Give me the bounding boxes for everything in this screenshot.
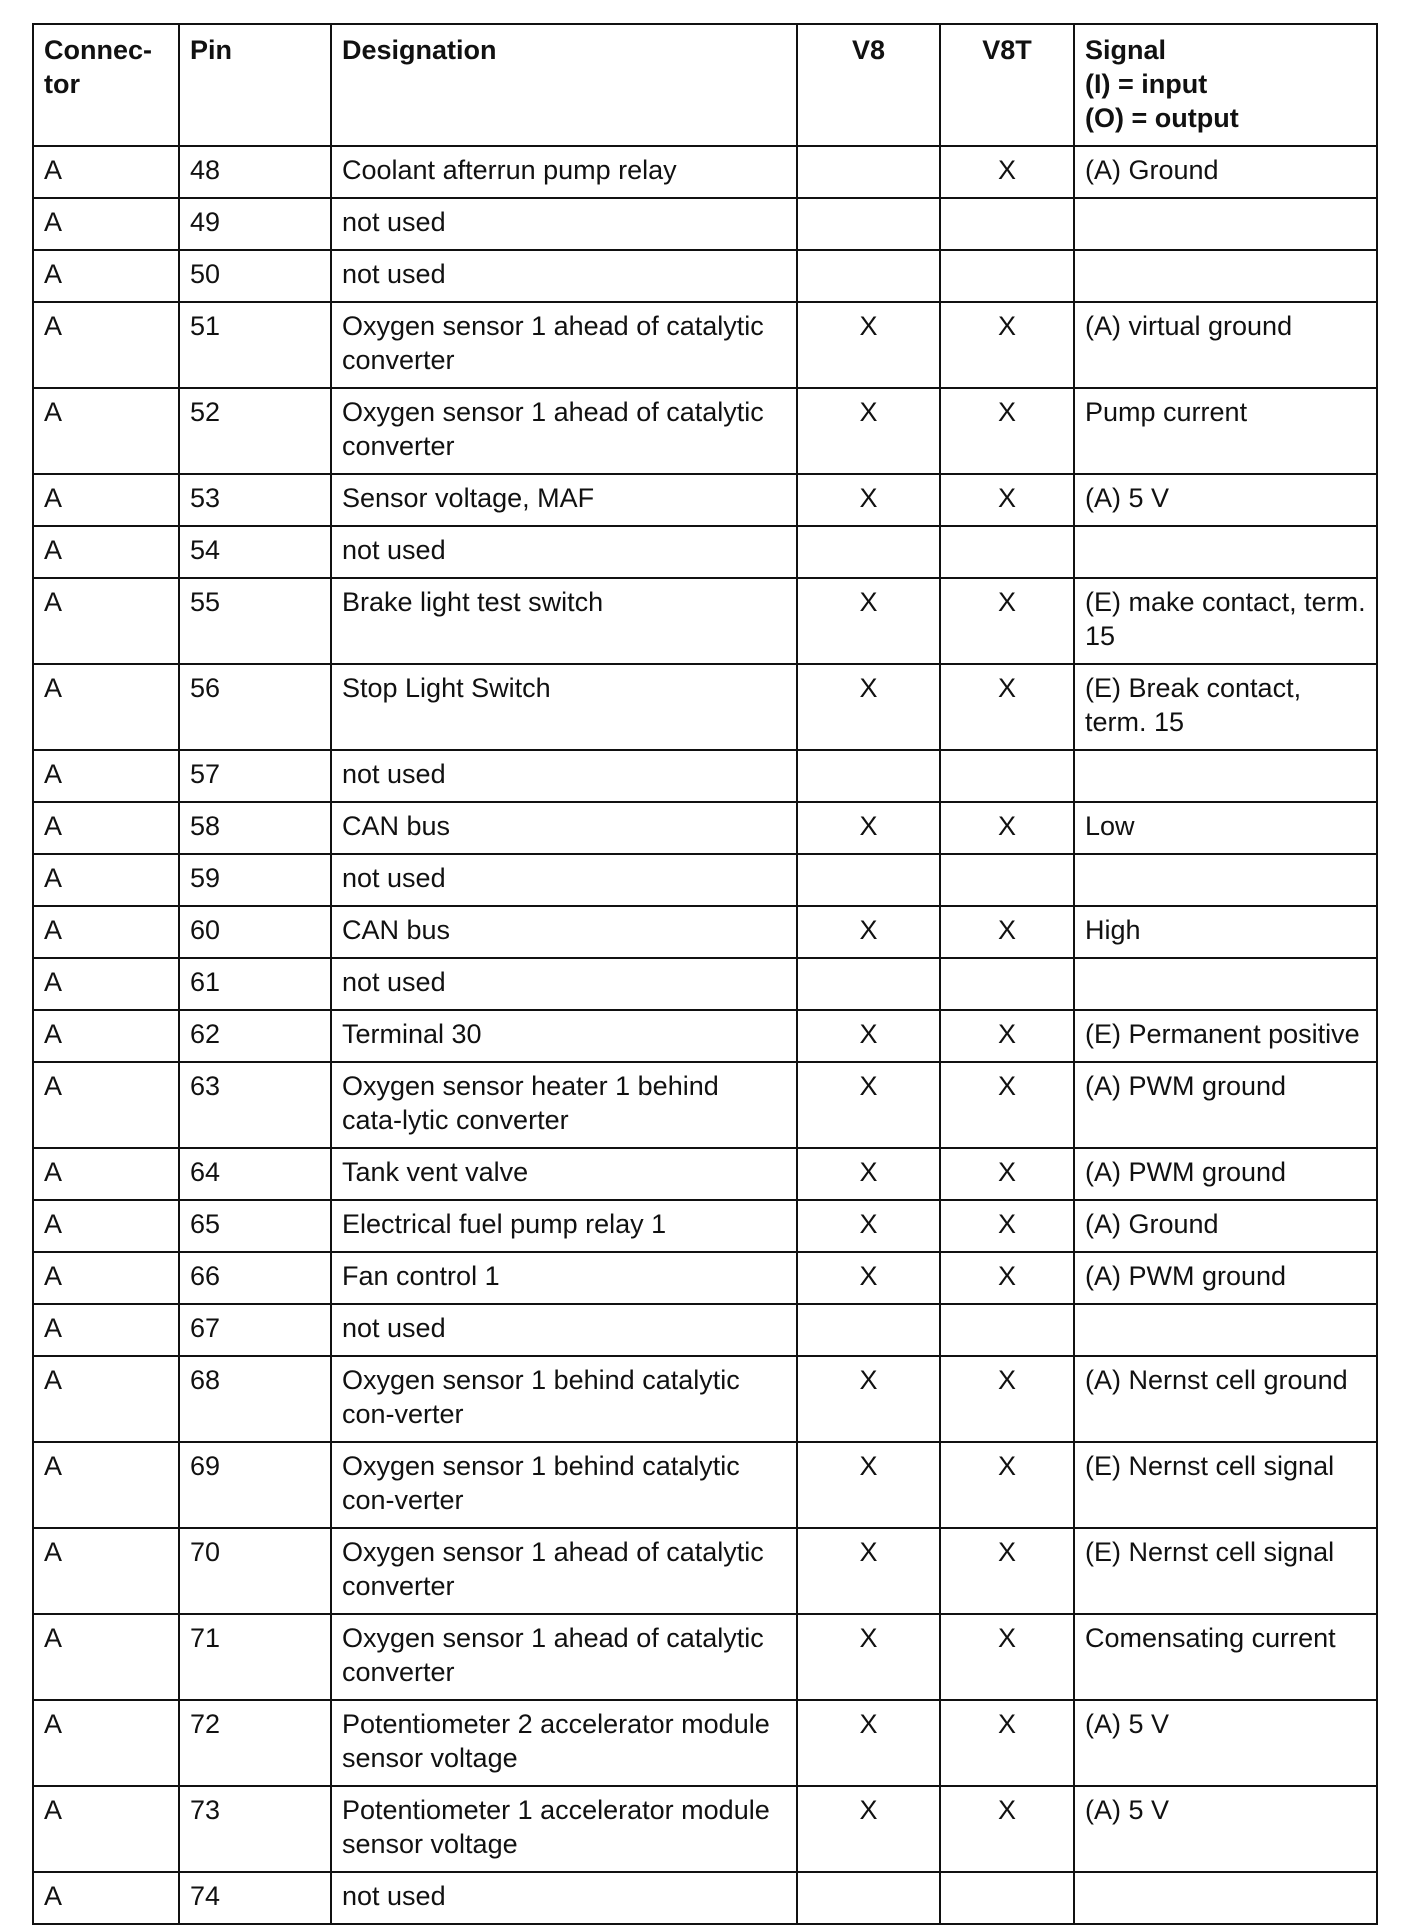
- cell-signal: (A) 5 V: [1074, 1786, 1377, 1872]
- cell-pin: 64: [179, 1148, 331, 1200]
- cell-designation: CAN bus: [331, 906, 797, 958]
- cell-designation: Oxygen sensor 1 ahead of catalytic converter: [331, 1614, 797, 1700]
- cell-signal: (A) 5 V: [1074, 1700, 1377, 1786]
- table-header-row: [33, 24, 1377, 146]
- cell-designation: not used: [331, 958, 797, 1010]
- table-row: [33, 526, 1377, 578]
- cell-v8: X: [797, 1528, 940, 1614]
- table-row: [33, 578, 1377, 664]
- cell-pin: 73: [179, 1786, 331, 1872]
- cell-signal: (A) PWM ground: [1074, 1148, 1377, 1200]
- table-row: [33, 1442, 1377, 1528]
- cell-pin: 70: [179, 1528, 331, 1614]
- cell-designation: not used: [331, 526, 797, 578]
- cell-signal: (A) Nernst cell ground: [1074, 1356, 1377, 1442]
- cell-v8t: X: [940, 1148, 1074, 1200]
- cell-v8: X: [797, 1786, 940, 1872]
- header-designation: Designation: [331, 24, 797, 146]
- cell-pin: 56: [179, 664, 331, 750]
- header-pin: Pin: [179, 24, 331, 146]
- cell-v8: X: [797, 1700, 940, 1786]
- cell-v8: X: [797, 1252, 940, 1304]
- cell-v8t: X: [940, 1010, 1074, 1062]
- cell-v8t: [940, 854, 1074, 906]
- cell-v8: X: [797, 1062, 940, 1148]
- cell-connector: A: [33, 1614, 179, 1700]
- cell-designation: Fan control 1: [331, 1252, 797, 1304]
- table-row: [33, 854, 1377, 906]
- cell-connector: A: [33, 1528, 179, 1614]
- table-row: [33, 1062, 1377, 1148]
- cell-connector: A: [33, 526, 179, 578]
- cell-pin: 62: [179, 1010, 331, 1062]
- table-row: [33, 1786, 1377, 1872]
- cell-pin: 66: [179, 1252, 331, 1304]
- cell-v8: X: [797, 1010, 940, 1062]
- table-row: [33, 1356, 1377, 1442]
- cell-connector: A: [33, 1356, 179, 1442]
- cell-v8t: X: [940, 474, 1074, 526]
- cell-signal: [1074, 198, 1377, 250]
- cell-v8t: X: [940, 1528, 1074, 1614]
- cell-v8t: X: [940, 1062, 1074, 1148]
- table-row: [33, 958, 1377, 1010]
- cell-v8t: X: [940, 664, 1074, 750]
- cell-designation: Potentiometer 1 accelerator module sensor voltage: [331, 1786, 797, 1872]
- cell-connector: A: [33, 302, 179, 388]
- cell-designation: Oxygen sensor 1 ahead of catalytic converter: [331, 1528, 797, 1614]
- cell-pin: 55: [179, 578, 331, 664]
- cell-signal: (A) PWM ground: [1074, 1062, 1377, 1148]
- cell-connector: A: [33, 802, 179, 854]
- cell-v8t: X: [940, 1700, 1074, 1786]
- cell-pin: 59: [179, 854, 331, 906]
- cell-signal: (A) Ground: [1074, 1200, 1377, 1252]
- cell-v8t: X: [940, 302, 1074, 388]
- cell-v8: X: [797, 1614, 940, 1700]
- cell-designation: not used: [331, 750, 797, 802]
- cell-v8t: [940, 526, 1074, 578]
- cell-signal: High: [1074, 906, 1377, 958]
- cell-v8t: [940, 750, 1074, 802]
- cell-signal: [1074, 1304, 1377, 1356]
- cell-designation: not used: [331, 854, 797, 906]
- cell-v8t: [940, 1304, 1074, 1356]
- cell-connector: A: [33, 474, 179, 526]
- cell-v8: X: [797, 1200, 940, 1252]
- cell-signal: (E) make contact, term. 15: [1074, 578, 1377, 664]
- cell-pin: 51: [179, 302, 331, 388]
- cell-v8: [797, 854, 940, 906]
- header-signal-title: Signal: [1085, 35, 1167, 65]
- cell-designation: Potentiometer 2 accelerator module sensor voltage: [331, 1700, 797, 1786]
- cell-signal: (A) virtual ground: [1074, 302, 1377, 388]
- table-row: [33, 1148, 1377, 1200]
- table-row: [33, 1304, 1377, 1356]
- cell-pin: 71: [179, 1614, 331, 1700]
- cell-designation: Oxygen sensor 1 ahead of catalytic converter: [331, 388, 797, 474]
- cell-signal: (E) Nernst cell signal: [1074, 1528, 1377, 1614]
- table-row: [33, 250, 1377, 302]
- cell-connector: A: [33, 1252, 179, 1304]
- header-v8: V8: [797, 24, 940, 146]
- cell-signal: [1074, 854, 1377, 906]
- cell-v8t: X: [940, 802, 1074, 854]
- cell-v8: [797, 146, 940, 198]
- cell-v8: [797, 198, 940, 250]
- header-v8t: V8T: [940, 24, 1074, 146]
- cell-pin: 65: [179, 1200, 331, 1252]
- cell-designation: Oxygen sensor 1 ahead of catalytic converter: [331, 302, 797, 388]
- cell-pin: 50: [179, 250, 331, 302]
- cell-designation: Oxygen sensor heater 1 behind cata-lytic converter: [331, 1062, 797, 1148]
- cell-signal: (E) Permanent positive: [1074, 1010, 1377, 1062]
- header-signal-input-legend: (I) = input: [1085, 69, 1208, 99]
- cell-v8t: X: [940, 1356, 1074, 1442]
- cell-signal: (A) PWM ground: [1074, 1252, 1377, 1304]
- cell-connector: A: [33, 1872, 179, 1924]
- table-body: [33, 146, 1377, 1924]
- pin-assignment-table: [32, 23, 1378, 1925]
- table-row: [33, 664, 1377, 750]
- cell-connector: A: [33, 1148, 179, 1200]
- cell-v8: X: [797, 802, 940, 854]
- cell-designation: Tank vent valve: [331, 1148, 797, 1200]
- cell-connector: A: [33, 1062, 179, 1148]
- cell-connector: A: [33, 198, 179, 250]
- cell-designation: Oxygen sensor 1 behind catalytic con-verter: [331, 1356, 797, 1442]
- cell-v8t: [940, 1872, 1074, 1924]
- table-row: [33, 146, 1377, 198]
- cell-v8: [797, 750, 940, 802]
- cell-connector: A: [33, 146, 179, 198]
- cell-v8: [797, 250, 940, 302]
- cell-connector: A: [33, 1304, 179, 1356]
- cell-v8t: X: [940, 1252, 1074, 1304]
- cell-v8t: [940, 958, 1074, 1010]
- cell-pin: 63: [179, 1062, 331, 1148]
- cell-v8: [797, 526, 940, 578]
- cell-designation: not used: [331, 198, 797, 250]
- cell-connector: A: [33, 1010, 179, 1062]
- table-row: [33, 198, 1377, 250]
- cell-signal: Low: [1074, 802, 1377, 854]
- cell-pin: 67: [179, 1304, 331, 1356]
- cell-v8t: X: [940, 1614, 1074, 1700]
- table-row: [33, 1252, 1377, 1304]
- cell-v8: X: [797, 1148, 940, 1200]
- cell-pin: 48: [179, 146, 331, 198]
- cell-signal: [1074, 250, 1377, 302]
- cell-signal: [1074, 1872, 1377, 1924]
- cell-signal: Comensating current: [1074, 1614, 1377, 1700]
- cell-v8t: [940, 250, 1074, 302]
- table-row: [33, 750, 1377, 802]
- cell-pin: 58: [179, 802, 331, 854]
- cell-v8: X: [797, 1356, 940, 1442]
- cell-designation: not used: [331, 1304, 797, 1356]
- cell-connector: A: [33, 906, 179, 958]
- cell-pin: 72: [179, 1700, 331, 1786]
- cell-connector: A: [33, 1200, 179, 1252]
- cell-v8t: X: [940, 1200, 1074, 1252]
- cell-designation: Coolant afterrun pump relay: [331, 146, 797, 198]
- cell-pin: 74: [179, 1872, 331, 1924]
- cell-v8t: X: [940, 906, 1074, 958]
- cell-v8: X: [797, 906, 940, 958]
- table-row: [33, 802, 1377, 854]
- cell-pin: 69: [179, 1442, 331, 1528]
- cell-connector: A: [33, 1442, 179, 1528]
- cell-designation: CAN bus: [331, 802, 797, 854]
- cell-pin: 57: [179, 750, 331, 802]
- cell-signal: [1074, 750, 1377, 802]
- cell-designation: not used: [331, 1872, 797, 1924]
- cell-v8t: X: [940, 388, 1074, 474]
- cell-signal: (A) Ground: [1074, 146, 1377, 198]
- cell-v8: X: [797, 1442, 940, 1528]
- cell-v8t: X: [940, 1442, 1074, 1528]
- cell-pin: 60: [179, 906, 331, 958]
- cell-designation: Terminal 30: [331, 1010, 797, 1062]
- cell-pin: 49: [179, 198, 331, 250]
- cell-v8: X: [797, 664, 940, 750]
- cell-connector: A: [33, 250, 179, 302]
- cell-v8t: X: [940, 146, 1074, 198]
- cell-connector: A: [33, 750, 179, 802]
- cell-designation: Electrical fuel pump relay 1: [331, 1200, 797, 1252]
- table-row: [33, 1200, 1377, 1252]
- cell-pin: 53: [179, 474, 331, 526]
- cell-pin: 61: [179, 958, 331, 1010]
- cell-signal: (A) 5 V: [1074, 474, 1377, 526]
- cell-pin: 54: [179, 526, 331, 578]
- cell-signal: Pump current: [1074, 388, 1377, 474]
- table-row: [33, 1010, 1377, 1062]
- cell-pin: 68: [179, 1356, 331, 1442]
- cell-v8: X: [797, 302, 940, 388]
- cell-designation: not used: [331, 250, 797, 302]
- cell-connector: A: [33, 958, 179, 1010]
- table-row: [33, 302, 1377, 388]
- table-row: [33, 1614, 1377, 1700]
- table-row: [33, 388, 1377, 474]
- cell-v8t: [940, 198, 1074, 250]
- cell-v8: [797, 1304, 940, 1356]
- cell-designation: Brake light test switch: [331, 578, 797, 664]
- table-row: [33, 906, 1377, 958]
- cell-v8: X: [797, 578, 940, 664]
- cell-v8: [797, 1872, 940, 1924]
- cell-connector: A: [33, 388, 179, 474]
- cell-v8: [797, 958, 940, 1010]
- cell-signal: [1074, 526, 1377, 578]
- cell-connector: A: [33, 578, 179, 664]
- cell-connector: A: [33, 1700, 179, 1786]
- cell-designation: Sensor voltage, MAF: [331, 474, 797, 526]
- header-signal-output-legend: (O) = output: [1085, 103, 1239, 133]
- table-row: [33, 1872, 1377, 1924]
- cell-v8t: X: [940, 1786, 1074, 1872]
- cell-signal: [1074, 958, 1377, 1010]
- table-row: [33, 1700, 1377, 1786]
- cell-signal: (E) Nernst cell signal: [1074, 1442, 1377, 1528]
- cell-connector: A: [33, 854, 179, 906]
- cell-v8: X: [797, 474, 940, 526]
- header-connector: Connec- tor: [33, 24, 179, 146]
- cell-connector: A: [33, 664, 179, 750]
- table-row: [33, 474, 1377, 526]
- header-signal: [1074, 24, 1377, 146]
- cell-designation: Oxygen sensor 1 behind catalytic con-verter: [331, 1442, 797, 1528]
- cell-pin: 52: [179, 388, 331, 474]
- cell-designation: Stop Light Switch: [331, 664, 797, 750]
- cell-signal: (E) Break contact, term. 15: [1074, 664, 1377, 750]
- cell-connector: A: [33, 1786, 179, 1872]
- cell-v8: X: [797, 388, 940, 474]
- table-row: [33, 1528, 1377, 1614]
- cell-v8t: X: [940, 578, 1074, 664]
